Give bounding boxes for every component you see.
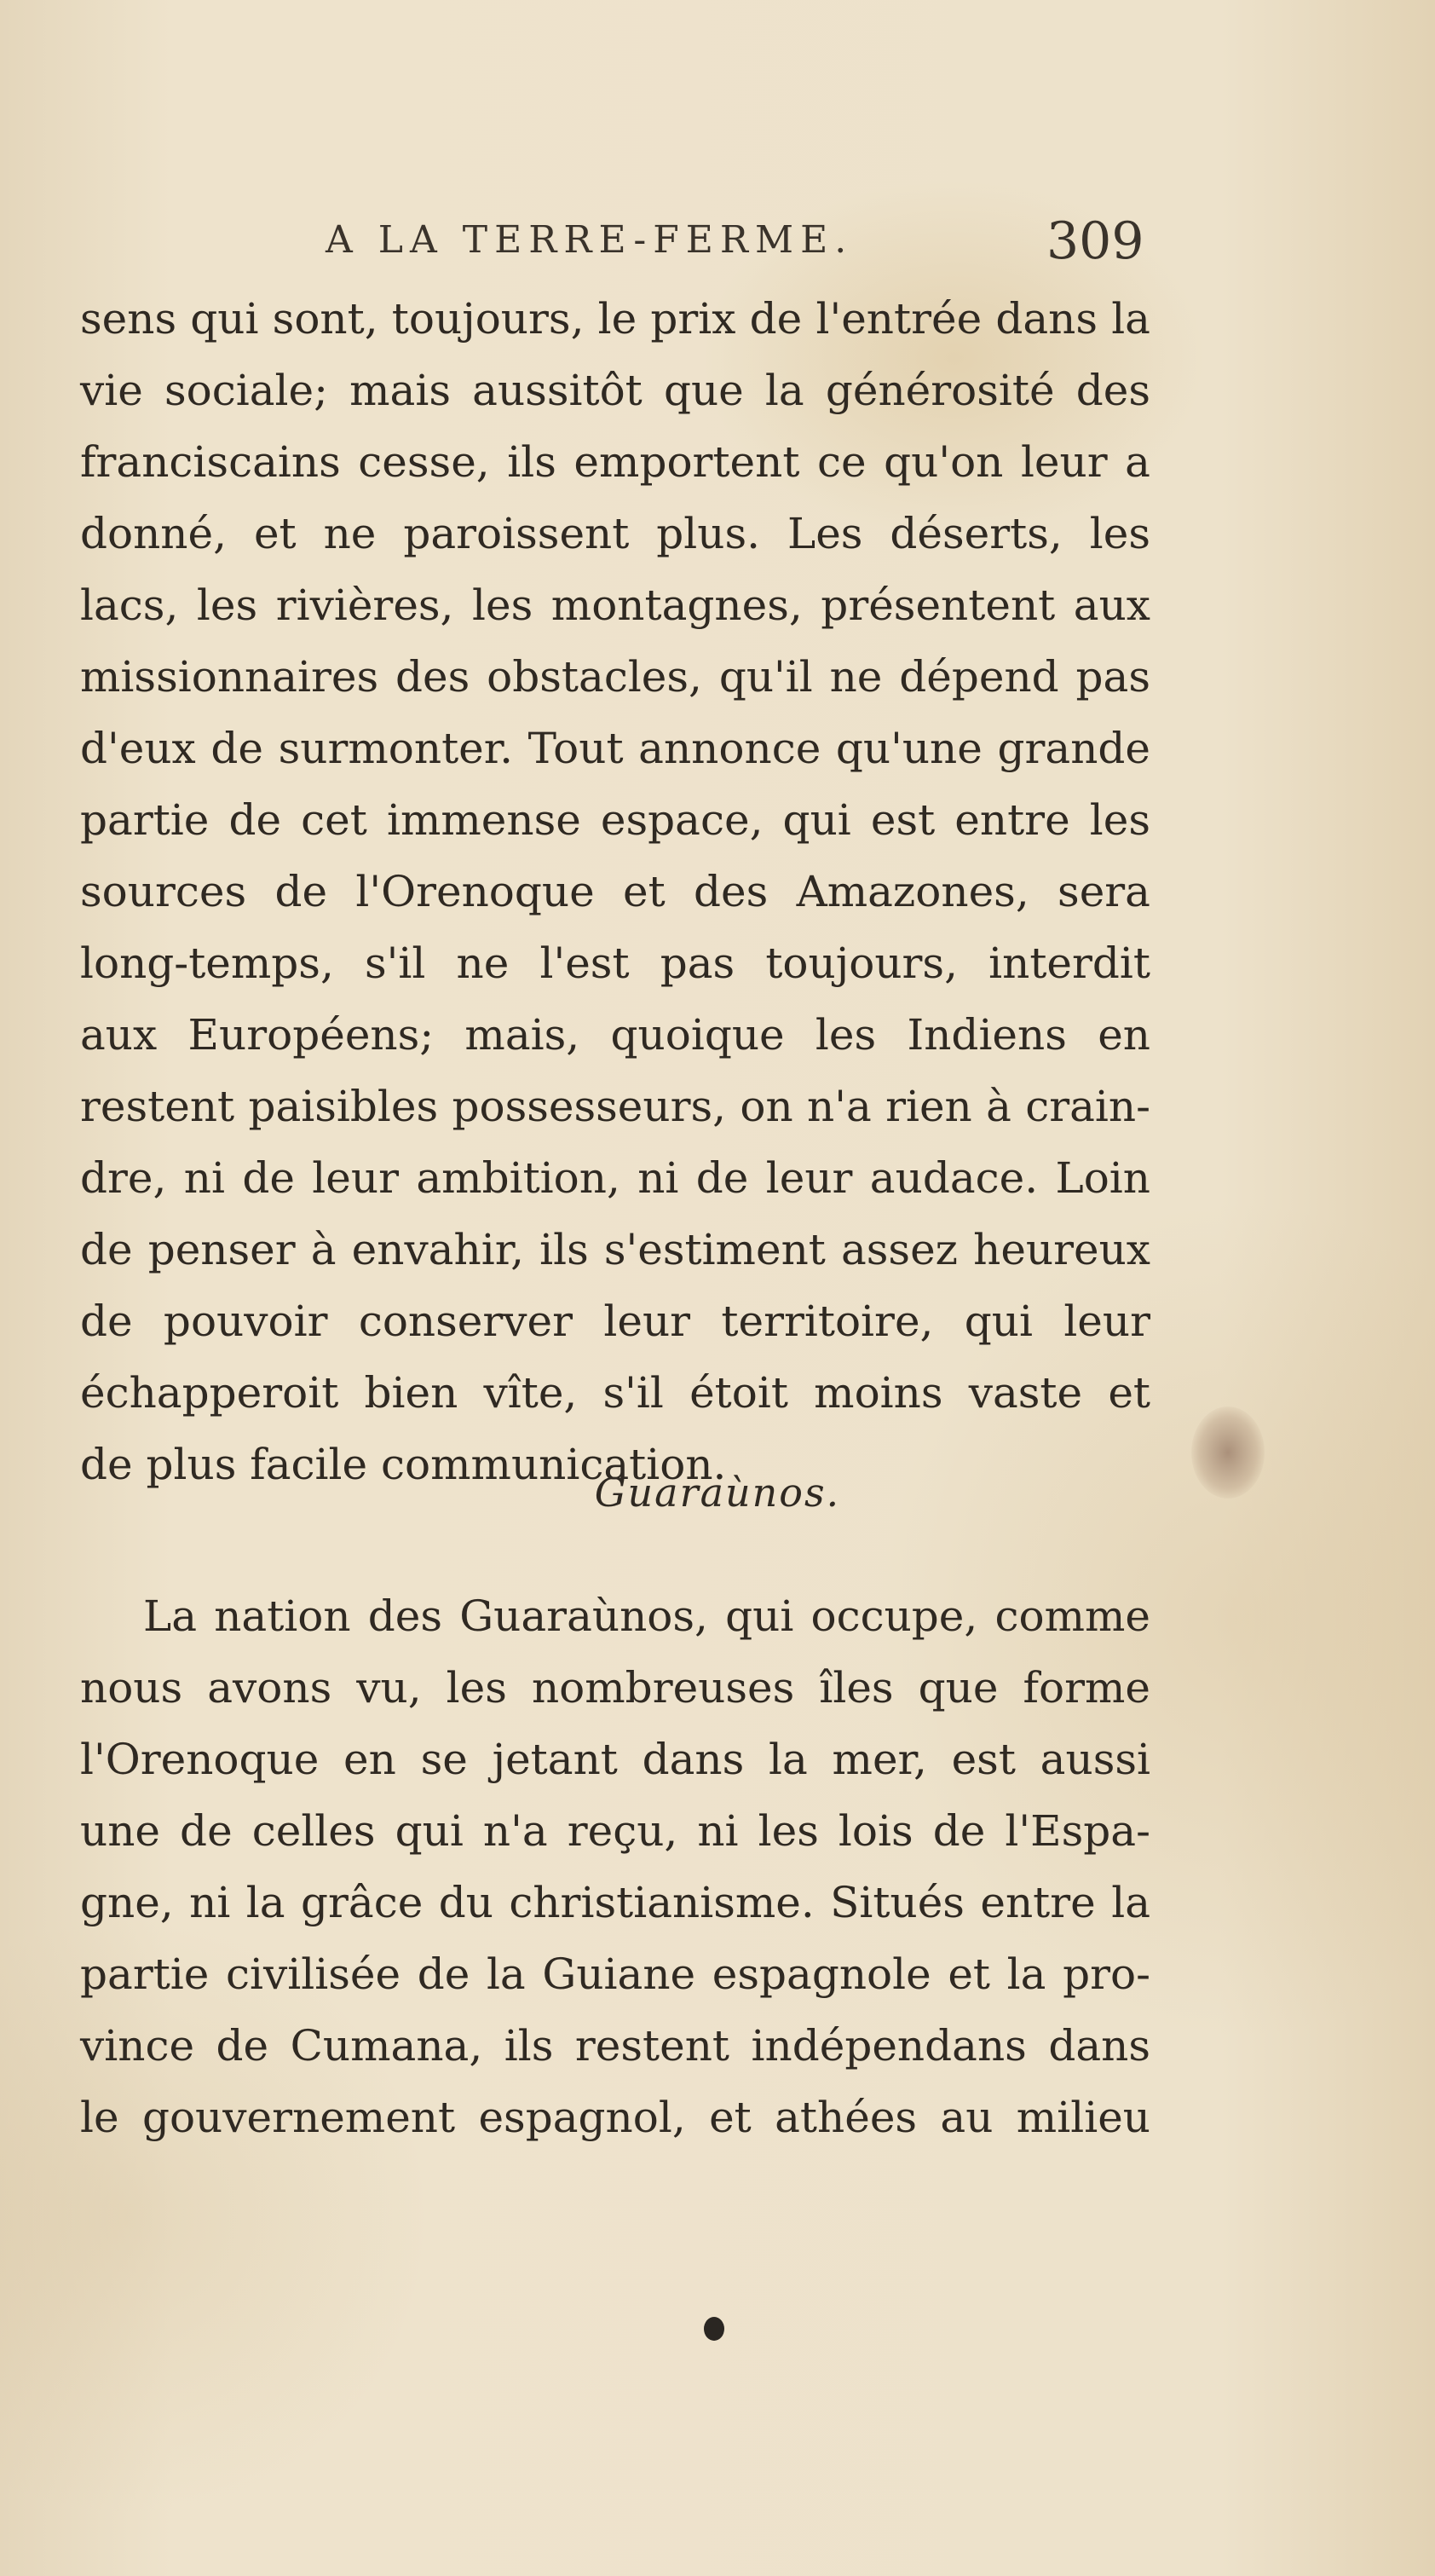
text-line: La nation des Guaraùnos, qui occupe, comme [143, 1591, 1150, 1641]
text-line: le gouvernement espagnol, et athées au milieu [80, 2093, 1150, 2142]
paragraph-1 [80, 283, 1150, 1500]
text-line: gne, ni la grâce du christianisme. Situés entre la [80, 1878, 1150, 1927]
text-line: donné, et ne paroissent plus. Les déserts, les [80, 509, 1150, 558]
text-line: vince de Cumana, ils restent indépendans dans [80, 2021, 1150, 2071]
text-line: missionnaires des obstacles, qu'il ne dépend pas [80, 652, 1150, 702]
page-number: 309 [1046, 211, 1144, 271]
text-line: échapperoit bien vîte, s'il étoit moins vaste et [80, 1368, 1150, 1418]
text-line: d'eux de surmonter. Tout annonce qu'une grande [80, 724, 1150, 773]
page-header [0, 211, 1435, 280]
text-line: partie civilisée de la Guiane espagnole et la pro- [80, 1949, 1150, 1999]
text-line: nous avons vu, les nombreuses îles que forme [80, 1663, 1150, 1713]
text-line: l'Orenoque en se jetant dans la mer, est aussi [80, 1735, 1150, 1784]
text-line: partie de cet immense espace, qui est entre les [80, 795, 1150, 845]
text-line: sens qui sont, toujours, le prix de l'entrée dans la [80, 294, 1150, 344]
text-line: lacs, les rivières, les montagnes, présentent aux [80, 580, 1150, 630]
text-line: de plus facile communication. [80, 1440, 727, 1489]
ink-blot [704, 2317, 724, 2341]
text-line: vie sociale; mais aussitôt que la générosité des [80, 366, 1150, 415]
text-line: de pouvoir conserver leur territoire, qui leur [80, 1297, 1150, 1346]
text-line: restent paisibles possesseurs, on n'a rien à crain- [80, 1082, 1150, 1131]
text-line: franciscains cesse, ils emportent ce qu'on leur a [80, 437, 1150, 487]
text-line: dre, ni de leur ambition, ni de leur audace. Loin [80, 1153, 1150, 1203]
paragraph-2 [80, 1580, 1150, 2153]
text-line: de penser à envahir, ils s'estiment assez heureux [80, 1225, 1150, 1274]
text-line: aux Européens; mais, quoique les Indiens en [80, 1010, 1150, 1060]
text-line: sources de l'Orenoque et des Amazones, sera [80, 867, 1150, 916]
running-head: A LA TERRE-FERME. [326, 218, 854, 262]
section-subheading: Guaraùnos. [594, 1470, 841, 1516]
text-line: long-temps, s'il ne l'est pas toujours, interdit [80, 939, 1150, 988]
text-line: une de celles qui n'a reçu, ni les lois de l'Espa- [80, 1806, 1150, 1856]
